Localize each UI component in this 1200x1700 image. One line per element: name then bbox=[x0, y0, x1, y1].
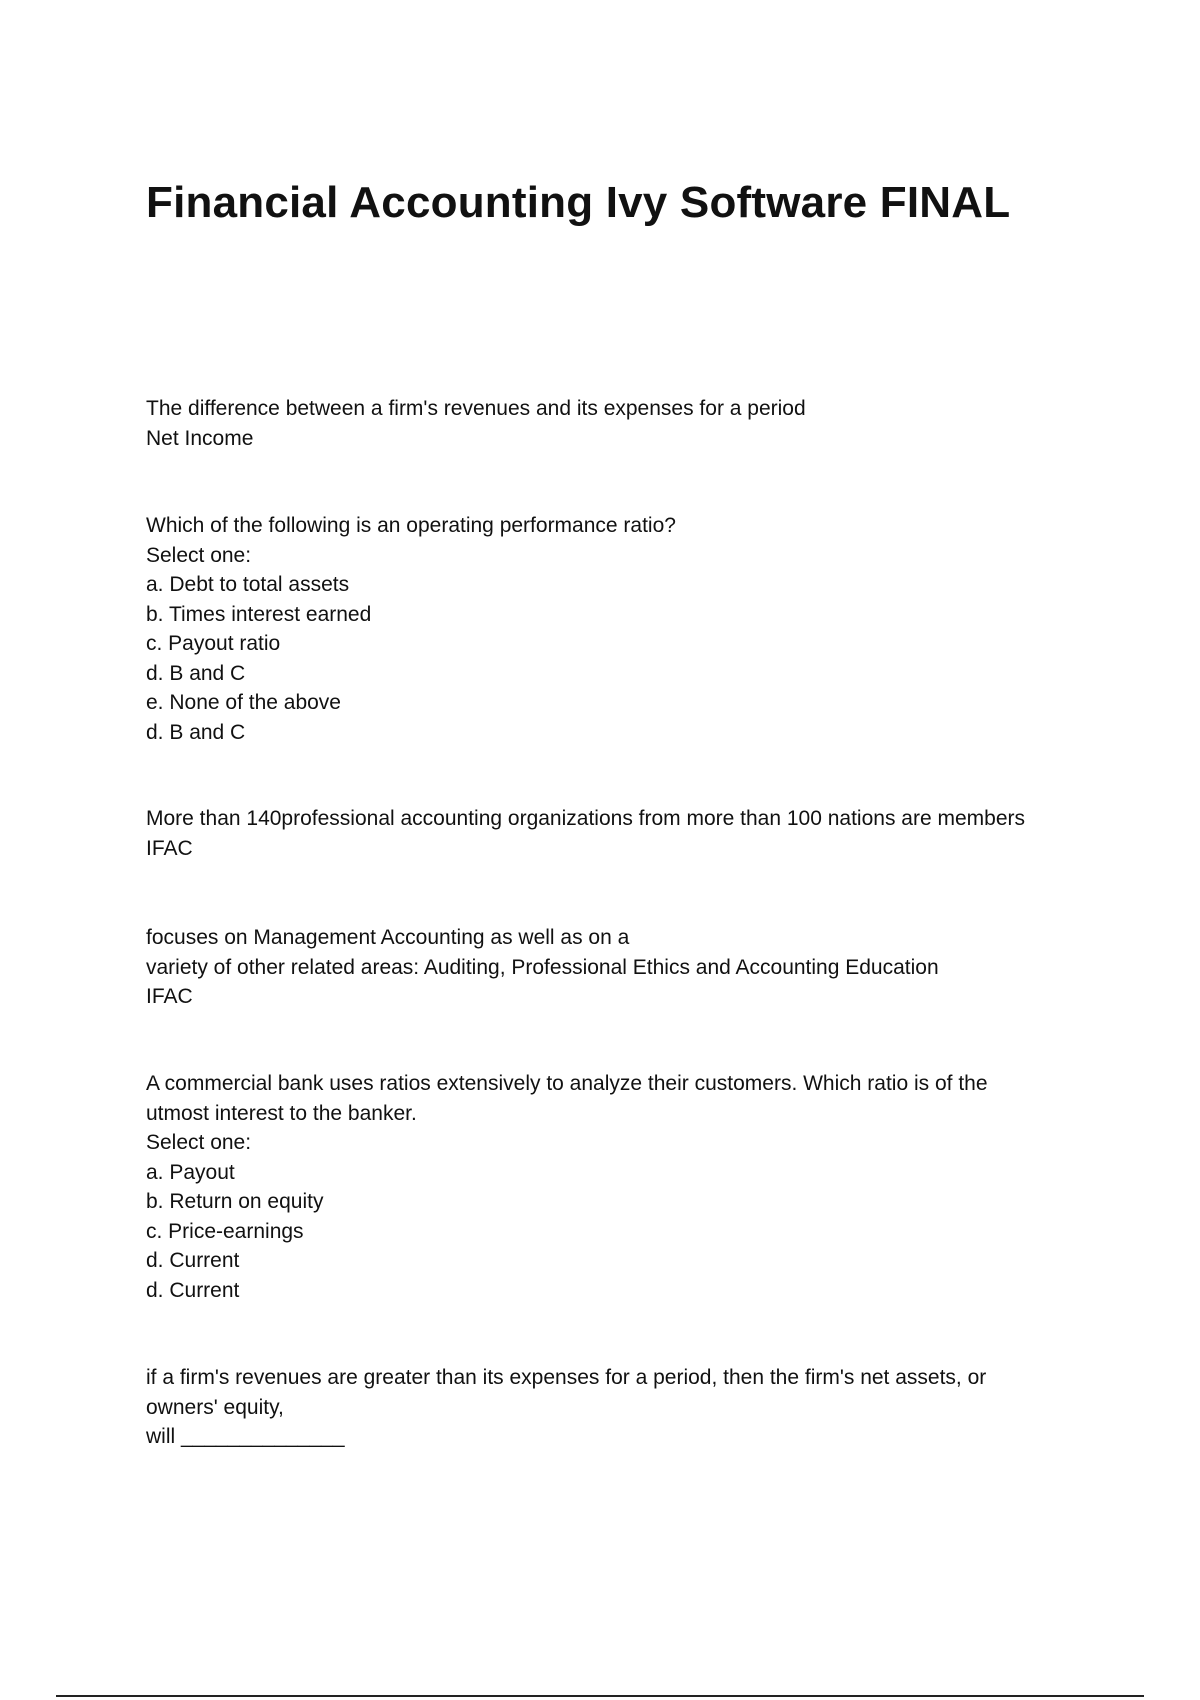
question-text: owners' equity, bbox=[146, 1395, 284, 1419]
option-c: c. Payout ratio bbox=[146, 632, 281, 655]
fill-in-blank: will ______________ bbox=[146, 1425, 345, 1448]
option-b: b. Times interest earned bbox=[146, 602, 372, 626]
select-one-label: Select one: bbox=[146, 543, 252, 567]
answer-text: Net Income bbox=[146, 426, 254, 450]
document-title: Financial Accounting Ivy Software FINAL bbox=[146, 178, 1011, 227]
question-text: utmost interest to the banker. bbox=[146, 1101, 417, 1125]
answer-text: d. Current bbox=[146, 1278, 240, 1302]
answer-text: IFAC bbox=[146, 836, 193, 860]
option-a: a. Debt to total assets bbox=[146, 573, 350, 596]
question-text: focuses on Management Accounting as well as on a bbox=[146, 926, 630, 949]
question-block-6 bbox=[146, 1363, 1086, 1452]
select-one-label: Select one: bbox=[146, 1131, 252, 1154]
question-text: Which of the following is an operating performance ratio? bbox=[146, 514, 676, 537]
option-b: b. Return on equity bbox=[146, 1190, 324, 1213]
footer-divider bbox=[56, 1695, 1144, 1697]
question-block-4 bbox=[146, 923, 1086, 1012]
option-c: c. Price-earnings bbox=[146, 1219, 304, 1243]
option-a: a. Payout bbox=[146, 1160, 235, 1184]
question-block-1 bbox=[146, 394, 1086, 453]
answer-text: IFAC bbox=[146, 985, 193, 1008]
question-text: The difference between a firm's revenues and its expenses for a period bbox=[146, 397, 806, 420]
question-text: if a firm's revenues are greater than its expenses for a period, then the firm's net assets, or bbox=[146, 1366, 987, 1389]
answer-text: d. B and C bbox=[146, 720, 246, 744]
question-text: variety of other related areas: Auditing, Professional Ethics and Accounting Education bbox=[146, 955, 939, 979]
question-block-2 bbox=[146, 511, 1086, 747]
option-d: d. Current bbox=[146, 1249, 240, 1272]
question-block-3 bbox=[146, 804, 1086, 863]
option-e: e. None of the above bbox=[146, 691, 341, 714]
question-text: A commercial bank uses ratios extensively to analyze their customers. Which ratio is of the bbox=[146, 1072, 988, 1095]
question-block-5 bbox=[146, 1069, 1086, 1305]
option-d: d. B and C bbox=[146, 661, 246, 685]
question-text: More than 140professional accounting organizations from more than 100 nations are members bbox=[146, 807, 1025, 830]
